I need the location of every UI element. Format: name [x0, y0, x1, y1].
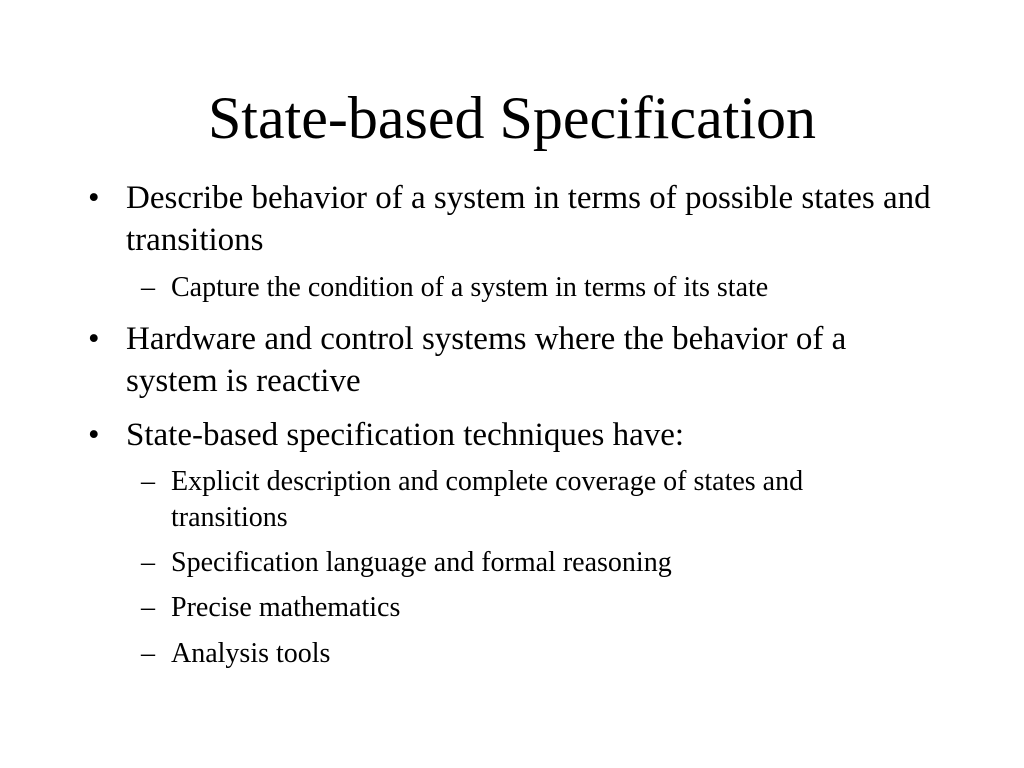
- bullet-item-2: [88, 318, 946, 402]
- dash-icon: –: [141, 592, 155, 623]
- bullet-item-3-text: State-based specification techniques have:: [126, 417, 685, 453]
- sub-item-1-1: [141, 270, 911, 306]
- sub-item-3-1: [141, 464, 911, 536]
- sub-item-1-1-text: Capture the condition of a system in terms of its state: [171, 272, 769, 303]
- sub-item-3-4-text: Analysis tools: [171, 638, 331, 669]
- sub-item-3-2-text: Specification language and formal reasoning: [171, 547, 672, 578]
- bullet-item-3: [88, 414, 946, 456]
- bullet-icon: •: [88, 417, 100, 453]
- slide-title: State-based Specification: [207, 85, 817, 151]
- sub-item-3-1-text: Explicit description and complete coverage of states and transitions: [171, 466, 804, 533]
- bullet-icon: •: [88, 321, 100, 357]
- sub-item-3-4: [141, 636, 911, 672]
- sub-item-3-3-text: Precise mathematics: [171, 592, 401, 623]
- dash-icon: –: [141, 272, 155, 303]
- sub-item-3-2: [141, 545, 911, 581]
- dash-icon: –: [141, 547, 155, 578]
- bullet-item-1: [88, 177, 946, 261]
- bullet-item-1-text: Describe behavior of a system in terms of possible states and transitions: [126, 180, 931, 258]
- dash-icon: –: [141, 466, 155, 497]
- bullet-item-2-text: Hardware and control systems where the behavior of a system is reactive: [126, 321, 847, 399]
- sub-item-3-3: [141, 590, 911, 626]
- bullet-icon: •: [88, 180, 100, 216]
- dash-icon: –: [141, 638, 155, 669]
